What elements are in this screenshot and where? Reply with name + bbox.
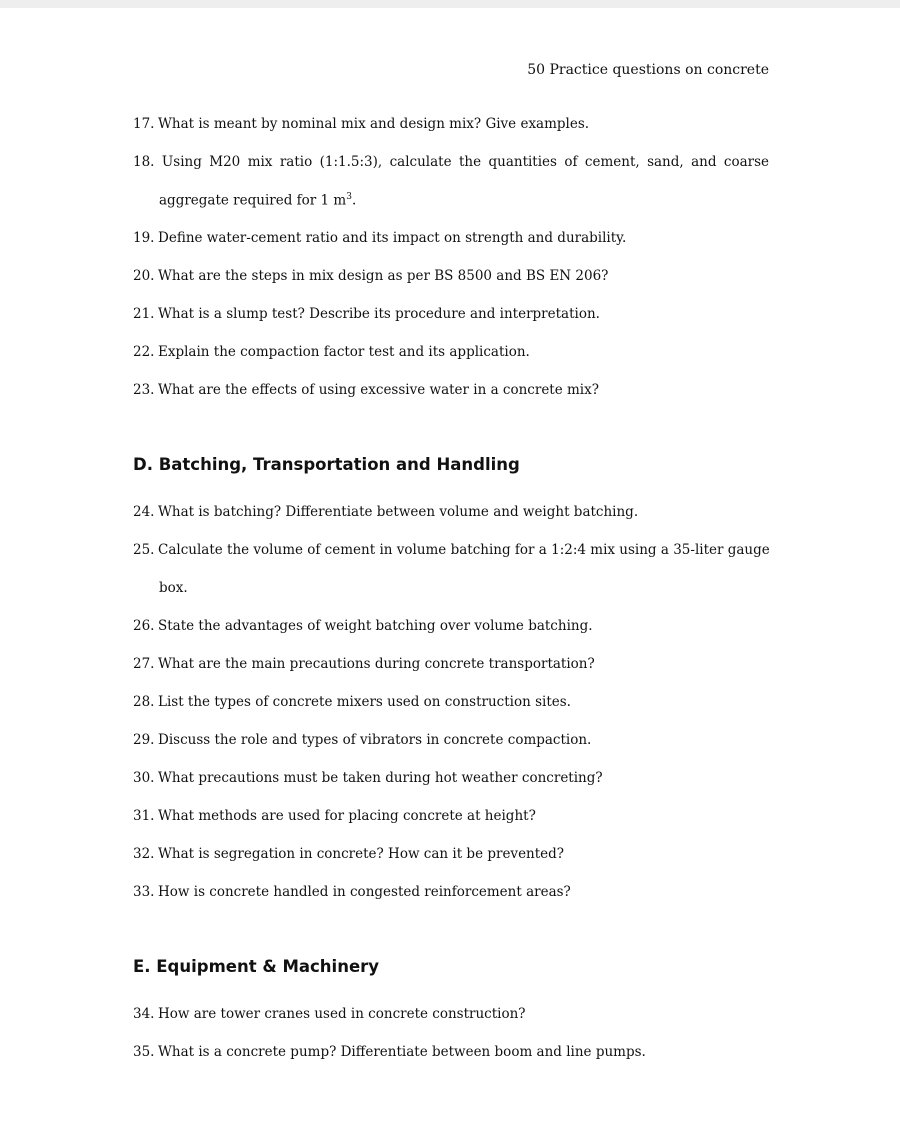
- question-24: [133, 504, 773, 520]
- question-21: [133, 306, 773, 322]
- word: Using: [161, 154, 202, 170]
- word: of: [564, 154, 578, 170]
- word: sand,: [647, 154, 684, 170]
- question-18-continuation: [159, 192, 799, 209]
- question-text: box.: [159, 580, 188, 596]
- word: M20: [209, 154, 241, 170]
- section-heading-e: E. Equipment & Machinery: [133, 957, 380, 976]
- question-text: What is batching? Differentiate between volume and weight batching.: [158, 504, 639, 520]
- question-20: [133, 268, 773, 284]
- question-text: What is meant by nominal mix and design mix? Give examples.: [158, 116, 590, 132]
- question-text: What is a concrete pump? Differentiate between boom and line pumps.: [158, 1044, 646, 1060]
- question-text: What is a slump test? Describe its procedure and interpretation.: [158, 306, 600, 322]
- question-text: What precautions must be taken during hot weather concreting?: [158, 770, 603, 786]
- question-text: How is concrete handled in congested reinforcement areas?: [158, 884, 571, 900]
- question-text: What is segregation in concrete? How can it be prevented?: [158, 846, 565, 862]
- question-text: aggregate required for 1 m: [159, 192, 347, 209]
- question-25-continuation: [159, 580, 799, 596]
- word: coarse: [723, 154, 769, 170]
- word: calculate: [389, 154, 452, 170]
- question-number: 17.: [133, 116, 155, 132]
- question-27: [133, 656, 773, 672]
- question-17: [133, 116, 773, 132]
- word: quantities: [488, 154, 557, 170]
- question-number: 32.: [133, 846, 155, 862]
- question-text: Calculate the volume of cement in volume batching for a 1:2:4 mix using a 35-liter gauge: [158, 542, 770, 558]
- question-number: 21.: [133, 306, 155, 322]
- question-26: [133, 618, 773, 634]
- question-35: [133, 1044, 773, 1060]
- word: (1:1.5:3),: [319, 154, 383, 170]
- question-18: [133, 154, 773, 170]
- question-number: 26.: [133, 618, 155, 634]
- word: and: [691, 154, 717, 170]
- question-number: 20.: [133, 268, 155, 284]
- word: cement,: [584, 154, 640, 170]
- word: ratio: [279, 154, 313, 170]
- question-text: State the advantages of weight batching over volume batching.: [158, 618, 593, 634]
- question-number: 22.: [133, 344, 155, 360]
- question-text: List the types of concrete mixers used on construction sites.: [158, 694, 571, 710]
- question-number: 23.: [133, 382, 155, 398]
- question-text: What are the main precautions during concrete transportation?: [158, 656, 595, 672]
- word: the: [458, 154, 482, 170]
- question-22: [133, 344, 773, 360]
- question-33: [133, 884, 773, 900]
- question-23: [133, 382, 773, 398]
- question-19: [133, 230, 773, 246]
- question-text: What methods are used for placing concrete at height?: [158, 808, 536, 824]
- top-strip: [0, 0, 900, 8]
- question-number: 31.: [133, 808, 155, 824]
- superscript: 3: [346, 192, 352, 202]
- question-number: 25.: [133, 542, 155, 558]
- question-text: What are the effects of using excessive water in a concrete mix?: [158, 382, 599, 398]
- question-text: What are the steps in mix design as per BS 8500 and BS EN 206?: [158, 268, 609, 284]
- question-text: Define water-cement ratio and its impact on strength and durability.: [158, 230, 627, 246]
- question-29: [133, 732, 773, 748]
- question-number: 27.: [133, 656, 155, 672]
- section-heading-d: D. Batching, Transportation and Handling: [133, 455, 520, 474]
- question-number: 18.: [133, 154, 155, 170]
- question-number: 35.: [133, 1044, 155, 1060]
- question-number: 34.: [133, 1006, 155, 1022]
- question-text: Discuss the role and types of vibrators in concrete compaction.: [158, 732, 592, 748]
- question-30: [133, 770, 773, 786]
- question-34: [133, 1006, 773, 1022]
- question-text: Explain the compaction factor test and its application.: [158, 344, 530, 360]
- question-number: 28.: [133, 694, 155, 710]
- question-31: [133, 808, 773, 824]
- question-number: 33.: [133, 884, 155, 900]
- question-32: [133, 846, 773, 862]
- punctuation: .: [351, 192, 357, 209]
- question-number: 30.: [133, 770, 155, 786]
- question-28: [133, 694, 773, 710]
- page-header: 50 Practice questions on concrete: [527, 62, 769, 78]
- question-18-line1: [133, 154, 769, 170]
- question-number: 19.: [133, 230, 155, 246]
- question-25: [133, 542, 773, 558]
- question-text: How are tower cranes used in concrete construction?: [158, 1006, 526, 1022]
- word: mix: [247, 154, 273, 170]
- question-number: 29.: [133, 732, 155, 748]
- question-number: 24.: [133, 504, 155, 520]
